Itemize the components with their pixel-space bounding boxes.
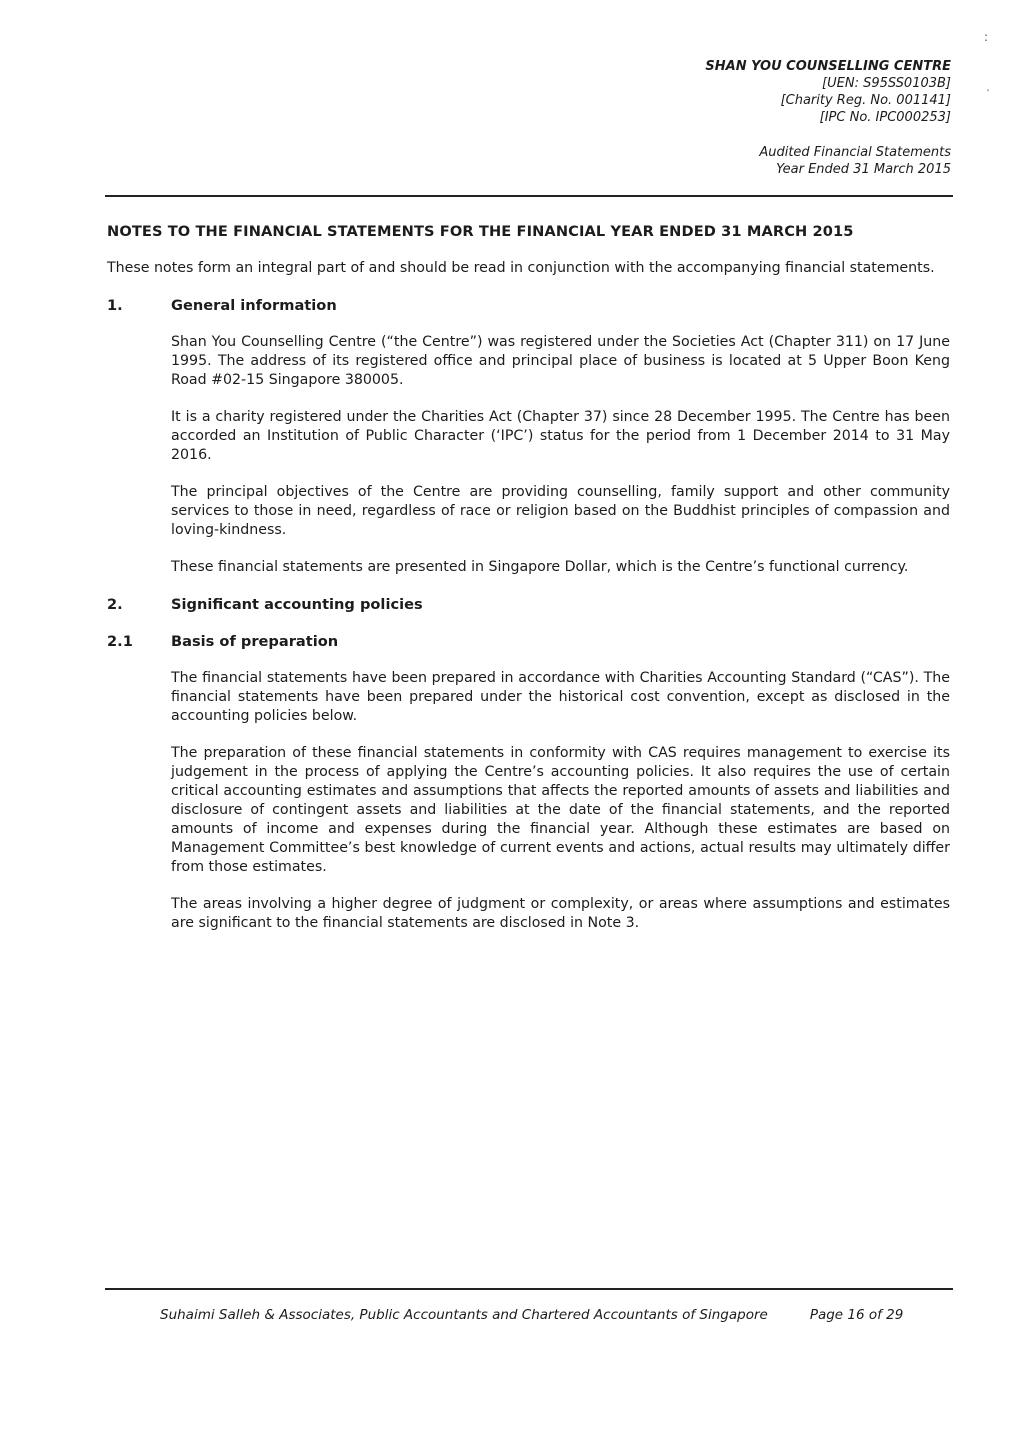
scan-mark: : xyxy=(983,30,988,44)
page-title: NOTES TO THE FINANCIAL STATEMENTS FOR THE FINANCIAL YEAR ENDED 31 MARCH 2015 xyxy=(107,223,854,240)
header-divider xyxy=(105,195,953,197)
section-heading-general-information xyxy=(107,296,950,315)
main-content xyxy=(107,222,950,951)
section-heading-accounting-policies xyxy=(107,595,950,614)
section-title: Significant accounting policies xyxy=(171,596,423,613)
section-title: Basis of preparation xyxy=(171,633,339,650)
charity-registration: [Charity Reg. No. 001141] xyxy=(780,93,951,108)
uen-number: [UEN: S95SS0103B] xyxy=(822,76,951,91)
document-header xyxy=(705,58,951,178)
page-number: Page 16 of 29 xyxy=(809,1307,904,1323)
paragraph: Shan You Counselling Centre (“the Centre”) was registered under the Societies Act (Chapter 311) on 17 June 1995. The address of its registered office and principal place of business is located at 5 Upper Boon Keng Road #02-15 Singapore 380005. xyxy=(171,334,950,388)
section-number: 1. xyxy=(107,297,123,314)
page-footer xyxy=(160,1307,920,1323)
section-title: General information xyxy=(171,297,337,314)
paragraph: The areas involving a higher degree of judgment or complexity, or areas where assumptions and estimates are significant to the financial statements are disclosed in Note 3. xyxy=(171,896,950,931)
ipc-number: [IPC No. IPC000253] xyxy=(819,110,951,125)
section-number: 2. xyxy=(107,596,123,613)
document-period: Year Ended 31 March 2015 xyxy=(776,162,951,177)
section-number: 2.1 xyxy=(107,633,133,650)
footer-divider xyxy=(105,1288,953,1290)
intro-paragraph: These notes form an integral part of and should be read in conjunction with the accompanying financial statements. xyxy=(107,260,935,276)
section-heading-basis-of-preparation xyxy=(107,632,950,651)
organization-name: SHAN YOU COUNSELLING CENTRE xyxy=(705,59,951,74)
paragraph: It is a charity registered under the Charities Act (Chapter 37) since 28 December 1995. The Centre has been accorded an Institution of Public Character (‘IPC’) status for the period from 1 December 2014 to 31 May 2016. xyxy=(171,409,950,463)
paragraph: The financial statements have been prepared in accordance with Charities Accounting Standard (“CAS”). The financial statements have been prepared under the historical cost convention, except as disclosed in the accounting policies below. xyxy=(171,670,950,724)
scan-dot: . xyxy=(986,80,990,94)
paragraph: The preparation of these financial statements in conformity with CAS requires management to exercise its judgement in the process of applying the Centre’s accounting policies. It also requires the use of certain critical accounting estimates and assumptions that affects the reported amounts of assets and liabilities and disclosure of contingent assets and liabilities at the date of the financial statements, and the reported amounts of income and expenses during the financial year. Although these estimates are based on Management Committee’s best knowledge of current events and actions, actual results may ultimately differ from those estimates. xyxy=(171,745,950,875)
footer-firm: Suhaimi Salleh & Associates, Public Accountants and Chartered Accountants of Singapore xyxy=(160,1307,768,1323)
document-title: Audited Financial Statements xyxy=(759,145,951,160)
paragraph: The principal objectives of the Centre are providing counselling, family support and other community services to those in need, regardless of race or religion based on the Buddhist principles of compassion and loving-kindness. xyxy=(171,484,950,538)
paragraph: These financial statements are presented in Singapore Dollar, which is the Centre’s functional currency. xyxy=(171,559,909,575)
